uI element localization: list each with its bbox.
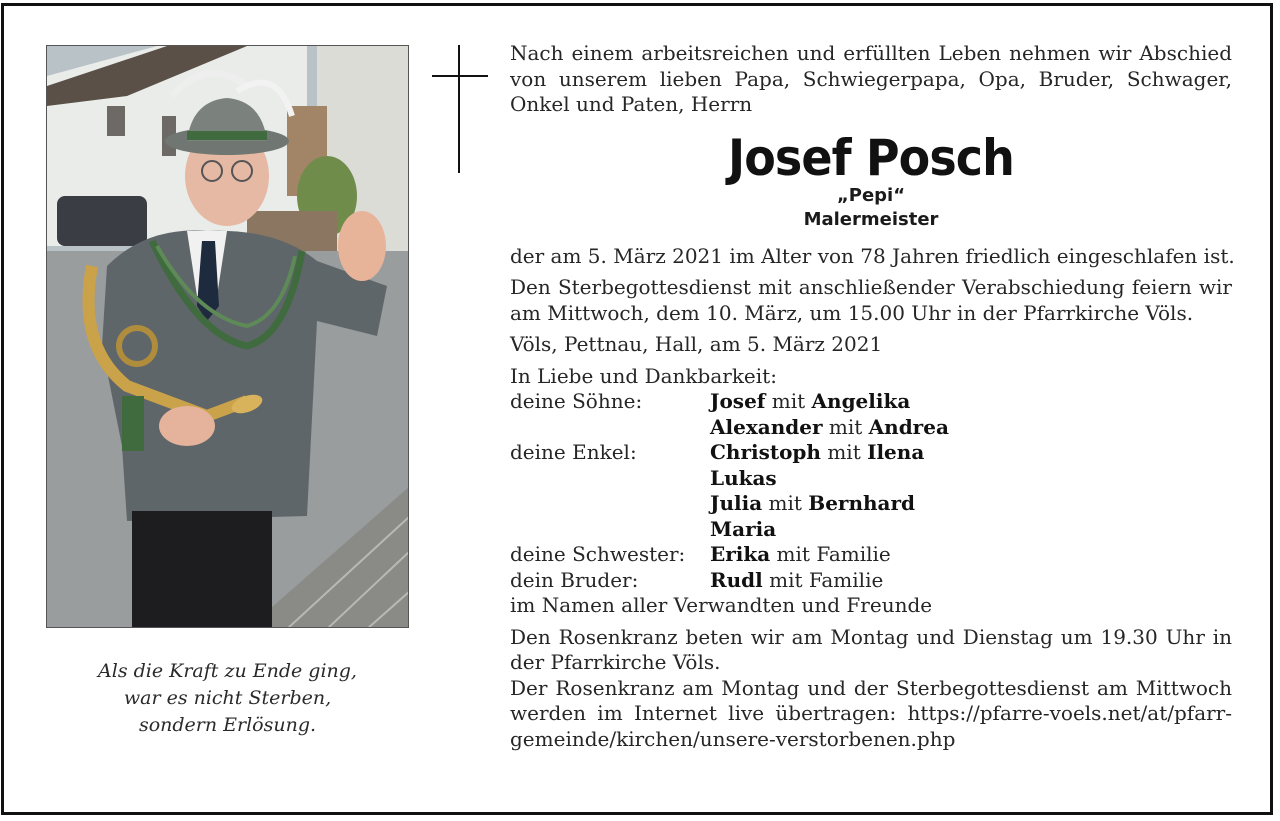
- relative-name: Julia: [710, 491, 763, 515]
- live-line: Der Rosenkranz am Montag und der Sterbegottesdienst am Mittwoch: [510, 675, 1232, 700]
- relative-name: Maria: [710, 516, 777, 541]
- relative-name: Christoph: [710, 440, 821, 464]
- relative-label: deine Söhne:: [510, 389, 643, 413]
- latin-cross-icon: [432, 45, 488, 173]
- quote-line: Als die Kraft zu Ende ging,: [98, 660, 357, 682]
- live-url-line: gemeinde/kirchen/unsere-verstorbenen.php: [510, 726, 956, 751]
- relative-connector: mit: [765, 389, 812, 413]
- relative-label: [510, 517, 710, 543]
- relatives-footer: im Namen aller Verwandten und Freunde: [510, 593, 933, 617]
- relative-label: [510, 466, 710, 492]
- relative-row: [510, 440, 1232, 466]
- relative-partner: Bernhard: [808, 491, 916, 515]
- relative-name: Josef: [710, 389, 766, 413]
- relative-connector: mit: [820, 440, 868, 464]
- relative-row: [510, 415, 1232, 441]
- memorial-quote: [46, 658, 409, 739]
- service-line: Den Sterbegottesdienst mit anschließender Verabschiedung feiern wir: [510, 275, 1232, 299]
- rosary-line: Den Rosenkranz beten wir am Montag und Dienstag um 19.30 Uhr in: [510, 624, 1232, 649]
- relative-label: deine Enkel:: [510, 440, 637, 464]
- death-line: der am 5. März 2021 im Alter von 78 Jahren friedlich eingeschlafen ist.: [510, 243, 1235, 268]
- quote-line: war es nicht Sterben,: [123, 687, 332, 709]
- relative-partner: Ilena: [867, 440, 925, 464]
- relative-label: [510, 415, 710, 441]
- notice-text: [510, 41, 1235, 752]
- relative-name: Lukas: [710, 465, 777, 490]
- relative-name: Erika: [710, 542, 771, 566]
- relative-connector: mit: [822, 414, 869, 439]
- relative-connector: mit: [762, 491, 809, 515]
- relative-row: [510, 568, 1232, 594]
- place-date: Völs, Pettnau, Hall, am 5. März 2021: [510, 332, 883, 356]
- relative-name: Rudl: [710, 567, 763, 592]
- relative-row: [510, 517, 1232, 543]
- relative-row: [510, 491, 1232, 517]
- rosary-line: der Pfarrkirche Völs.: [510, 650, 721, 674]
- relative-label: deine Schwester:: [510, 542, 686, 566]
- intro-line: Onkel und Paten, Herrn: [510, 92, 753, 116]
- relative-name: Alexander: [710, 414, 823, 439]
- relative-suffix: mit Familie: [762, 567, 884, 592]
- relative-partner: Andrea: [868, 414, 949, 439]
- quote-line: sondern Erlösung.: [138, 714, 317, 736]
- relative-row: [510, 466, 1232, 492]
- deceased-name: Josef Posch: [728, 128, 1014, 187]
- intro-line: von unserem lieben Papa, Schwiegerpapa, Opa, Bruder, Schwager,: [510, 66, 1232, 91]
- relative-row: [510, 389, 1232, 415]
- live-url-line: werden im Internet live übertragen: https://pfarre-voels.net/at/pfarr-: [510, 701, 1232, 725]
- intro-line: Nach einem arbeitsreichen und erfüllten Leben nehmen wir Abschied: [510, 41, 1232, 65]
- relative-partner: Angelika: [811, 389, 911, 413]
- relative-label: [510, 491, 710, 517]
- service-line: am Mittwoch, dem 10. März, um 15.00 Uhr in der Pfarrkirche Völs.: [510, 300, 1194, 325]
- portrait-photo: [46, 45, 409, 628]
- relatives-list: [510, 389, 1232, 593]
- relative-row: [510, 542, 1232, 568]
- relative-label: dein Bruder:: [510, 567, 639, 592]
- relative-suffix: mit Familie: [770, 542, 891, 566]
- deceased-nickname: „Pepi“: [836, 184, 906, 206]
- deceased-profession: Malermeister: [803, 208, 939, 230]
- love-line: In Liebe und Dankbarkeit:: [510, 363, 777, 388]
